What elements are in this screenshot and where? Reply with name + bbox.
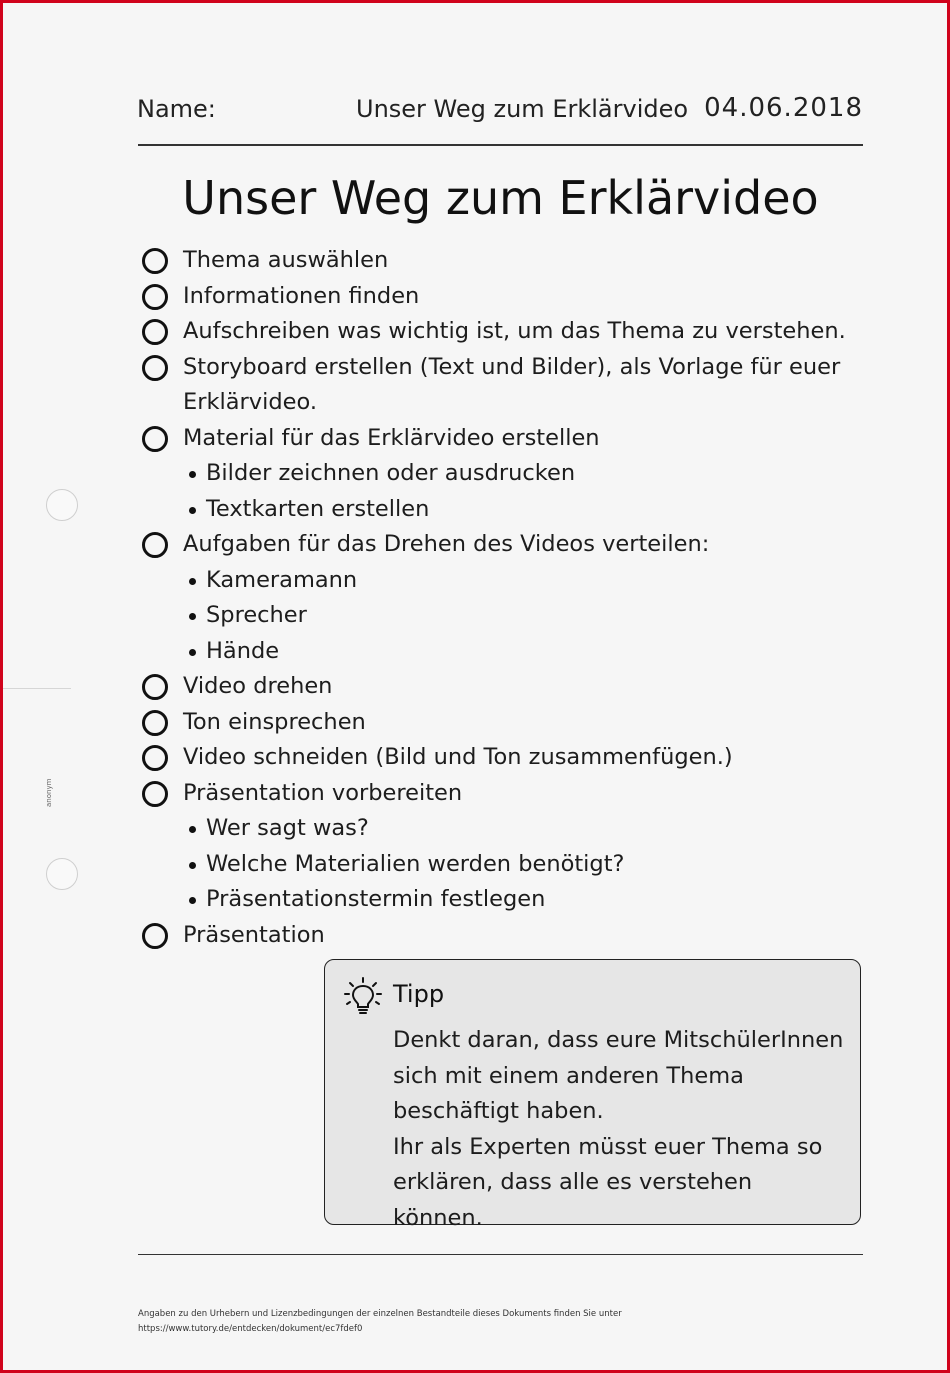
tip-paragraph: Ihr als Experten müsst euer Thema so erklären, dass alle es verstehen können. [393, 1133, 823, 1231]
task-item [140, 527, 860, 563]
page-header [137, 95, 863, 131]
name-label: Name: [137, 95, 216, 123]
tip-title: Tipp [393, 980, 445, 1008]
task-item [140, 740, 860, 776]
fold-mark [3, 688, 71, 689]
checkbox-circle-icon[interactable] [142, 532, 168, 558]
checkbox-circle-icon[interactable] [142, 710, 168, 736]
footer [138, 1307, 838, 1337]
task-item [140, 279, 860, 315]
header-date: 04.06.2018 [704, 93, 863, 123]
task-text: Ton einsprechen [183, 708, 366, 735]
task-text: Aufgaben für das Drehen des Videos verteilen: [183, 531, 710, 557]
subitem-text: Sprecher [206, 602, 307, 628]
author-label: anonym [45, 778, 53, 807]
task-item [140, 421, 860, 457]
checkbox-circle-icon[interactable] [142, 248, 168, 274]
bullet-icon [189, 826, 196, 833]
task-text: Video schneiden (Bild und Ton zusammenfügen.) [183, 744, 733, 770]
task-item [140, 918, 860, 954]
task-text: Thema auswählen [183, 247, 389, 273]
task-subitem [140, 456, 860, 492]
subitem-text: Hände [206, 637, 280, 664]
checkbox-circle-icon[interactable] [142, 745, 168, 771]
task-subitem [140, 882, 860, 918]
checkbox-circle-icon[interactable] [142, 923, 168, 949]
task-item [140, 314, 860, 350]
lightbulb-icon [343, 976, 383, 1020]
footer-divider [138, 1254, 863, 1255]
task-text: Video drehen [183, 673, 333, 699]
task-subitem [140, 811, 860, 847]
checkbox-circle-icon[interactable] [142, 355, 168, 381]
task-item [140, 350, 860, 421]
bullet-icon [189, 613, 196, 620]
checkbox-circle-icon[interactable] [142, 781, 168, 807]
task-text: Informationen finden [183, 282, 420, 309]
task-text: Material für das Erklärvideo erstellen [183, 424, 600, 451]
header-doc-title: Unser Weg zum Erklärvideo [356, 95, 689, 123]
bullet-icon [189, 897, 196, 904]
task-subitem [140, 492, 860, 528]
page-title: Unser Weg zum Erklärvideo [182, 171, 819, 225]
task-item [140, 669, 860, 705]
task-subitem [140, 634, 860, 670]
checkbox-circle-icon[interactable] [142, 426, 168, 452]
subitem-text: Bilder zeichnen oder ausdrucken [206, 460, 576, 486]
subitem-text: Welche Materialien werden benötigt? [206, 850, 625, 877]
header-divider [138, 144, 863, 146]
task-text: Storyboard erstellen (Text und Bilder), als Vorlage für euer Erklärvideo. [183, 353, 841, 415]
task-item [140, 243, 860, 279]
task-text: Aufschreiben was wichtig ist, um das Thema zu verstehen. [183, 318, 846, 344]
subitem-text: Wer sagt was? [206, 815, 369, 841]
checkbox-circle-icon[interactable] [142, 674, 168, 700]
task-subitem [140, 563, 860, 599]
checkbox-circle-icon[interactable] [142, 319, 168, 345]
bullet-icon [189, 578, 196, 585]
footer-url[interactable]: https://www.tutory.de/entdecken/dokument/ec7fdef0 [138, 1324, 363, 1334]
punch-hole [46, 858, 78, 890]
bullet-icon [189, 649, 196, 656]
subitem-text: Textkarten erstellen [206, 495, 430, 522]
punch-hole [46, 489, 78, 521]
task-subitem [140, 847, 860, 883]
task-subitem [140, 598, 860, 634]
subitem-text: Präsentationstermin festlegen [206, 886, 546, 912]
tip-paragraph: Denkt daran, dass eure MitschülerInnen sich mit einem anderen Thema beschäftigt haben. [393, 1027, 844, 1124]
bullet-icon [189, 507, 196, 514]
task-text: Präsentation vorbereiten [183, 779, 463, 806]
task-item [140, 705, 860, 741]
checkbox-circle-icon[interactable] [142, 284, 168, 310]
task-item [140, 776, 860, 812]
footer-license-text: Angaben zu den Urhebern und Lizenzbedingungen der einzelnen Bestandteile dieses Dokuments finden Sie unter [138, 1309, 622, 1319]
task-text: Präsentation [183, 921, 325, 948]
bullet-icon [189, 471, 196, 478]
task-checklist [140, 243, 860, 953]
tip-text [393, 1023, 848, 1236]
bullet-icon [189, 862, 196, 869]
tip-box [324, 959, 861, 1231]
subitem-text: Kameramann [206, 566, 358, 593]
